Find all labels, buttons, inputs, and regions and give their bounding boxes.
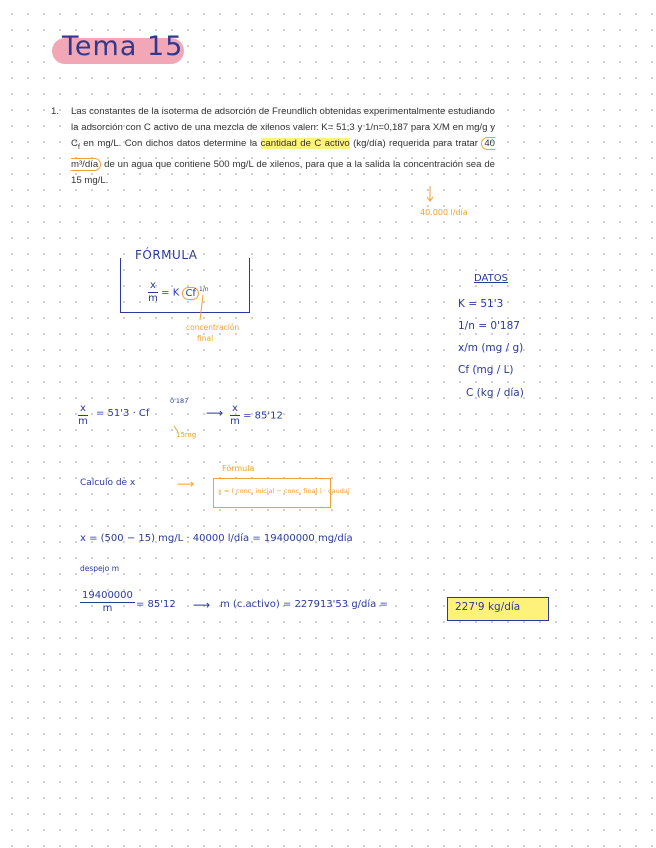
step1-result-denominator: m (230, 416, 240, 427)
step2-arrow-icon: ⟶ (177, 477, 195, 491)
step2-label: Calculo de x (80, 478, 136, 488)
formula-cf: Cf (182, 287, 199, 300)
step1-exponent: 0'187 (170, 397, 189, 405)
step1-sub-note: 15mg (176, 431, 197, 439)
dato-k: K = 51'3 (458, 298, 504, 310)
step2-box-text: x = ( conc. inicial − conc. final ) · caudal (218, 487, 350, 495)
dato-cf: Cf (mg / L) (458, 364, 514, 376)
problem-text-a: Las constantes de la isoterma de adsorción de Freundlich obtenidas experimentalmente estudiando la adsorción con C activo de una mezcla de xilenos valen: K= 51,3 y 1/n=0,187 para X/M en mg/g y C (71, 106, 495, 150)
formula-k: K (172, 287, 180, 299)
cf-subscript: f (77, 144, 80, 152)
problem-number: 1. (51, 106, 60, 117)
step1-result-numerator: x (232, 403, 238, 414)
step4-denominator: m (102, 603, 113, 614)
formula-equals: = (161, 287, 170, 299)
page-title: Tema 15 (62, 31, 184, 62)
step1-denominator: m (78, 416, 88, 427)
problem-text-d: de un agua que contiene 500 mg/L de xilenos, para que a la salida la concentración sea de 15 mg/L. (71, 158, 495, 186)
datos-header: DATOS (474, 273, 508, 284)
formula-numerator: x (150, 280, 156, 291)
step4-arrow: ⟶ (193, 598, 211, 612)
step4-label: despejo m (80, 564, 120, 573)
problem-text-c: (kg/día) requerida para tratar (349, 138, 482, 150)
circled-flow: 40 m³/día (71, 138, 495, 170)
step3-expression: x = (500 − 15) mg/L · 40000 l/día = 19400000 mg/día (80, 533, 353, 544)
dato-xm: x/m (mg / g) (458, 342, 524, 354)
cf-note-line2: final (197, 334, 214, 343)
step1-result: = 85'12 (243, 410, 283, 422)
formula-exponent: 1/n (198, 286, 209, 294)
cf-note-line (200, 295, 203, 320)
flow-annotation: 40.000 l/día (420, 208, 468, 217)
problem-text-b: en mg/L. Con dichos datos determine la (79, 138, 261, 150)
cf-note-line1: concentración (186, 323, 240, 332)
step1-rhs: = 51'3 · Cf (96, 408, 150, 419)
step1-numerator: x (80, 403, 86, 414)
formula-denominator: m (148, 293, 158, 304)
step4-numerator: 19400000 (82, 590, 133, 601)
step4-mass: m (c.activo) = 227913'53 g/día = (220, 599, 388, 610)
step1-sub-line (174, 426, 178, 432)
step1-arrow: ⟶ (206, 406, 224, 420)
final-answer: 227'9 kg/día (455, 601, 521, 613)
formula-label: FÓRMULA (135, 248, 198, 262)
step2-box-title: Fórmula (222, 464, 255, 473)
highlighted-phrase: cantidad de C activo (260, 138, 350, 150)
dato-1n: 1/n = 0'187 (458, 320, 520, 332)
step4-equals: = 85'12 (136, 599, 176, 610)
dato-c: C (kg / día) (466, 387, 524, 399)
